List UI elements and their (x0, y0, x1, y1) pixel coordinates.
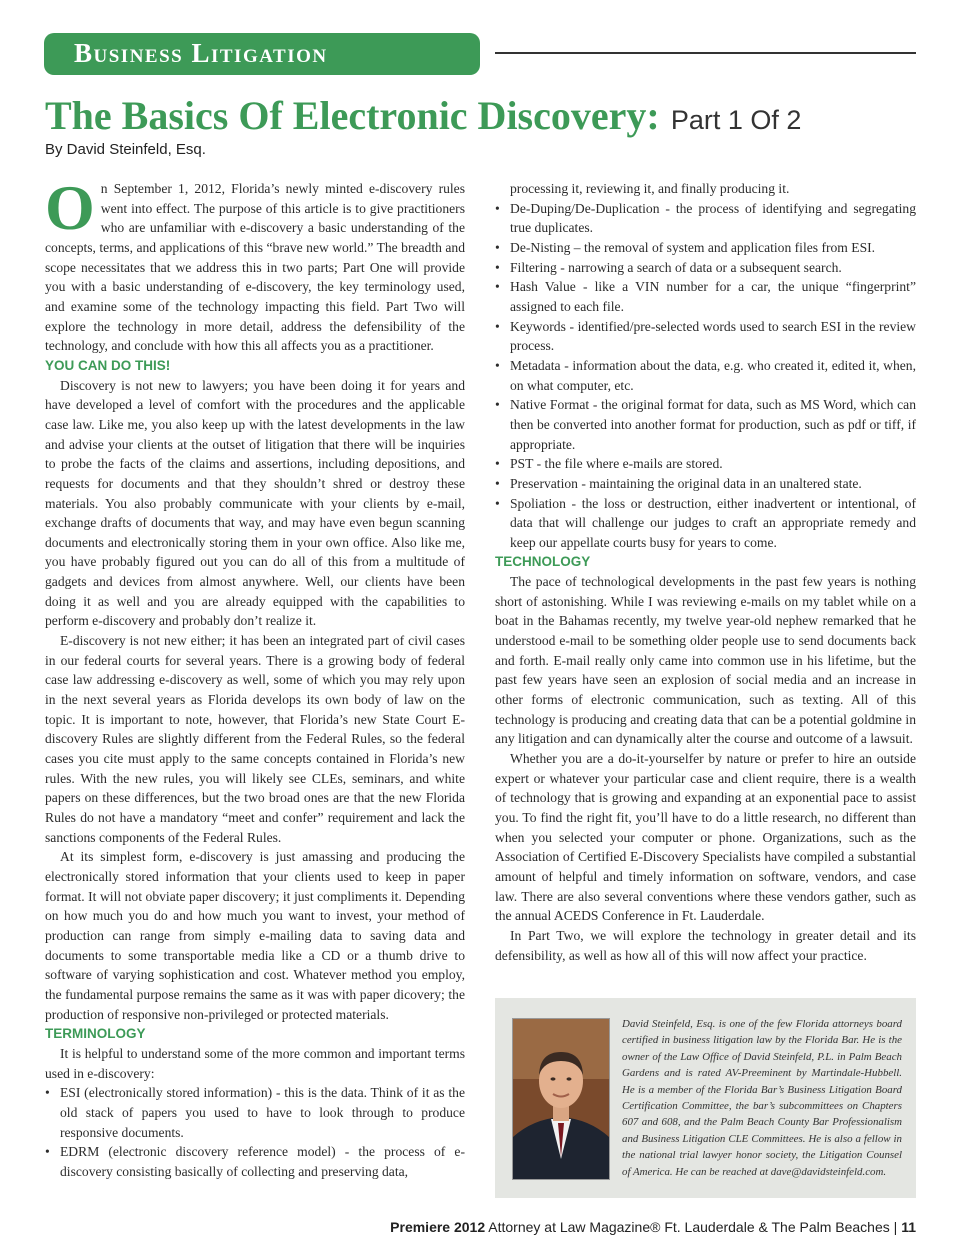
author-bio-box (495, 998, 916, 1198)
paragraph: At its simplest form, e-discovery is just amassing and producing the electronically stored information that your clients used to keep in paper format. It will not obviate paper discovery; it just compliments it. Depending on how much you do and how much you want to invest, your method of production can range from simply e-mailing data to saving data and documents to some transportable media like a CD or a thumb drive to software of varying sophistication and cost. Whatever method you employ, the fundamental purpose remains the same as it was with paper dicovery; the production of responsive non-privileged or protected materials. (45, 849, 465, 1022)
term-list (495, 199, 916, 553)
page-footer (390, 1219, 916, 1235)
author-photo (512, 1018, 610, 1180)
term-list (45, 1083, 465, 1181)
paragraph: Whether you are a do-it-yourselfer by nature or prefer to hire an outside expert or whatever your particular case and client require, there is a wealth of technology that is growing and expanding at an exponential pace to assist you. To find the right fit, you’ll have to do a little research, no different than when you selected your computer or phone. Organizations, such as the Association of Certified E-Discovery Specialists have compiled a substantial amount of helpful and timely information on software, vendors, and case law. There are also several conventions where these vendors gather, such as the annual ACEDS Conference in Ft. Lauderdale. (495, 751, 916, 924)
intro-paragraph (45, 172, 465, 356)
section-banner (44, 33, 480, 75)
heading-terminology: TERMINOLOGY (45, 1026, 146, 1042)
right-column (495, 179, 916, 965)
byline: By David Steinfeld, Esq. (45, 141, 206, 158)
term-item: • ESI (electronically stored information) - this is the data. Think of it as the old stack of papers you used to have to look through to produce responsive documents. (45, 1083, 465, 1142)
continued-text: processing it, reviewing it, and finally producing it. (510, 181, 790, 196)
footer-edition: Ft. Lauderdale & The Palm Beaches | (664, 1219, 898, 1235)
heading-you-can-do-this: YOU CAN DO THIS! (45, 357, 171, 373)
term-item: • EDRM (electronic discovery reference model) - the process of e-discovery consisting basically of collecting and preserving data, (45, 1142, 465, 1181)
header-rule (495, 52, 916, 54)
article-title: The Basics Of Electronic Discovery: (45, 93, 660, 138)
article-headline (45, 92, 801, 139)
term-item: • Metadata - information about the data, e.g. who created it, edited it, when, on what computer, etc. (495, 356, 916, 395)
footer-magazine: Attorney at Law Magazine® (488, 1219, 661, 1235)
author-bio-text: David Steinfeld, Esq. is one of the few Florida attorneys board certified in business litigation law by the Florida Bar. He is the owner of the Law Office of David Steinfeld, P.L. in Palm Beach Gardens and is rated AV-Preeminent by Martindale-Hubbell. He is a member of the Florida Bar’s Business Litigation Board Certification Committee, the bar’s subcommittees on Chapters 607 and 608, and the Palm Beach County Bar Professionalism and Business Litigation CLE Committees. He is also a fellow in the national trial lawyer honor society, the Litigation Counsel of America. He can be reached at dave@davidsteinfeld.com. (622, 1018, 902, 1178)
drop-cap: O (45, 172, 95, 243)
paragraph: It is helpful to understand some of the more common and important terms used in e-discovery: (45, 1045, 465, 1081)
paragraph: The pace of technological developments in the past few years is nothing short of astonishing. While I was reviewing e-mails on my tablet while on a boat in the Bahamas recently, my twelve year-old nephew remarked that he understood e-mail to be something older people use to send documents back and forth. E-mail really only came into common use in his lifetime, but the past few years have seen an explosion of social media and an increase in other forms of electronic communication, such as texting. All of this technology is producing and creating data that can be a potential goldmine in any litigation and can dynamically alter the course and outcome of a lawsuit. (495, 574, 916, 747)
section-label: Business Litigation (74, 38, 328, 68)
footer-issue: Premiere 2012 (390, 1219, 486, 1235)
term-item: • De-Duping/De-Duplication - the process of identifying and segregating true duplicates. (495, 199, 916, 238)
intro-text: n September 1, 2012, Florida’s newly minted e-discovery rules went into effect. The purpose of this article is to give practitioners who are unfamiliar with e-discovery a basic understanding of the concepts, terms, and applications of this “brave new world.” The breadth and scope necessitates that we address this in two parts; Part One will provide you with a basic understanding of e-discovery, the key terminology used, and examine some of the technology impacting this field. Part Two will explore the technology in more detail, address the defensibility of the technology, and conclude with how this all affects you as a practitioner. (45, 181, 465, 354)
term-item: • Filtering - narrowing a search of data or a subsequent search. (495, 258, 916, 278)
term-item: • Native Format - the original format for data, such as MS Word, which can then be converted into another format for production, such as pdf or tiff, if appropriate. (495, 395, 916, 454)
paragraph: Discovery is not new to lawyers; you have been doing it for years and have developed a level of comfort with the procedures and the applicable case law. Like me, you also keep up with the latest developments in the law and advise your clients at the outset of litigation that there will be inquiries to probe the facts of the claims and assertions, including depositions, and requests for documents and that they shouldn’t shred or destroy these materials. You also probably communicate with your clients by e-mail, exchange drafts of documents that way, and may have even begun scanning documents and electronically storing them in your own office. Also like me, you have probably figured out you can do all of this from a multitude of gadgets and devices from almost anywhere. Well, our clients have been doing it as well and you are already equipped with the capabilities to perform e-discovery and probably don’t realize it. (45, 377, 465, 629)
author-portrait-image (513, 1019, 609, 1179)
term-item: • De-Nisting – the removal of system and application files from ESI. (495, 238, 916, 258)
article-part: Part 1 Of 2 (670, 105, 802, 135)
paragraph: E-discovery is not new either; it has been an integrated part of civil cases in our federal courts for several years. There is a growing body of federal case law addressing e-discovery as well, some of which you may rely upon in the next several years as Florida develops its own body of law on the topic. It is important to note, however, that Florida’s new State Court E-discovery Rules are slightly different from the Federal Rules, so the federal cases you cite must apply to the same concepts contained in Florida’s new rules. With the new rules, you will likely see CLEs, seminars, and white papers on these differences, but the two broad ones are that the new Florida Rules do not have a mandatory “meet and confer” requirement and lack the sanctions components of the Federal Rules. (45, 633, 465, 845)
term-item: • Keywords - identified/pre-selected words used to search ESI in the review process. (495, 317, 916, 356)
left-column (45, 172, 465, 1181)
term-item: • Spoliation - the loss or destruction, either inadvertent or intentional, of data that will challenge our judges to craft an appropriate remedy and keep our appellate courts busy for years to come. (495, 494, 916, 553)
term-item: • Hash Value - like a VIN number for a car, the unique “fingerprint” assigned to each file. (495, 277, 916, 316)
term-item: • PST - the file where e-mails are stored. (495, 454, 916, 474)
page-number: 11 (901, 1219, 916, 1235)
paragraph: In Part Two, we will explore the technology in greater detail and its defensibility, as well as how all of this will now affect your practice. (495, 927, 916, 963)
heading-technology: TECHNOLOGY (495, 554, 591, 570)
term-item: • Preservation - maintaining the original data in an unaltered state. (495, 474, 916, 494)
